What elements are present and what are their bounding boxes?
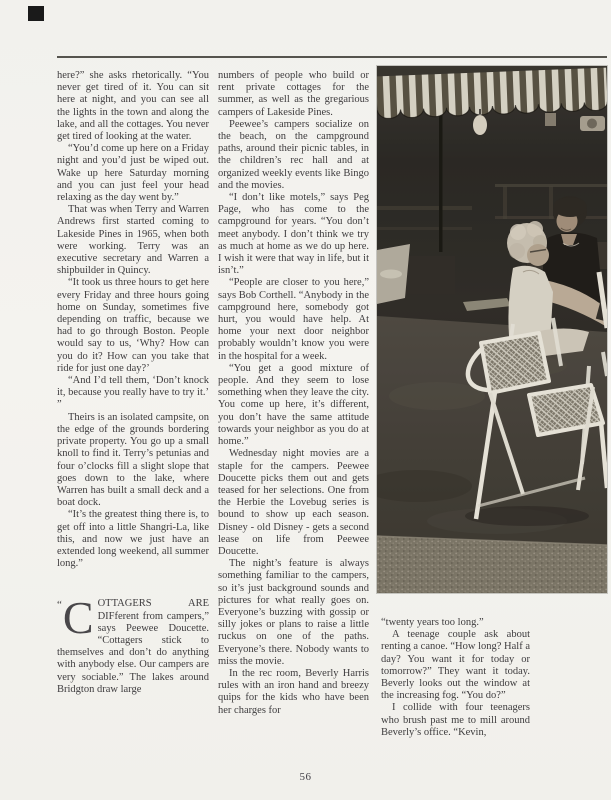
paragraph: Wednesday night movies are a staple for the campers. Peewee Doucette picks them out and gets teased for her selections. One from the Herbie the Lovebug series is bound to show up each season. Disney - old Disney - gets a second lease on life from Peewee Doucette. — [218, 448, 369, 557]
paragraph: “It took us three hours to get here every Friday and three hours going home on Sunday, sometimes five depending on traffic, because we had to go through Boston. People would say to us, ‘Why? How can you do it? How can you take that ride for just one day?’ — [57, 277, 209, 374]
paragraph: A teenage couple ask about renting a canoe. “How long? Half a day? You want it for today or tomorrow?” They want it today. Beverly looks out the window at the increasing fog. “You do?” — [381, 629, 530, 702]
paragraph: Theirs is an isolated campsite, on the edge of the grounds bordering private property. You go up a small knoll to find it. Terry’s petunias and four o’clocks fill a slight slope that goes down to the lake, where Warren has built a small deck and a boat dock. — [57, 411, 209, 509]
paragraph: The night’s feature is always something familiar to the campers, so it’s just background sounds and pictures for what really goes on. Everyone’s buzzing with gossip or silly jokes or plans to raise a little ruckus on one of the paths. Everyone’s there. Nobody wants to miss the movie. — [218, 558, 369, 667]
paragraph-text: OTTAGERS ARE DIFferent from campers,” says Peewee Doucette. “Cottagers stick to themselves and don’t do anything with anybody else. Our campers are very sociable.” The lakes around Bridgton draw large — [57, 598, 209, 695]
paragraph: “twenty years too long.” — [381, 617, 484, 628]
section-opening-paragraph — [57, 592, 209, 696]
photo-illustration — [377, 66, 607, 593]
paragraph: “People are closer to you here,” says Bob Corthell. “Anybody in the campground here, somebody got hurt, you would have help. At home your next door neighbor probably wouldn’t know you were in the hospital for a week. — [218, 277, 369, 362]
paragraph: In the rec room, Beverly Harris rules with an iron hand and breezy quips for the kids who have been her charges for — [218, 667, 369, 716]
paragraph: Peewee’s campers socialize on the beach, on the campground paths, around their picnic tables, in the children’s rec hall and at organized weekly events like Bingo and the movies. — [218, 118, 369, 191]
opening-quote: “ — [57, 599, 62, 612]
top-rule — [57, 56, 607, 58]
text-column-1 — [57, 70, 209, 696]
paragraph: here?” she asks rhetorically. “You never get tired of it. You can sit here at night, and you can see all the lights in the town and along the lake, and all the cottages. You never get tired of looking at the water. — [57, 70, 209, 143]
corner-mark — [28, 6, 44, 21]
page-number: 56 — [299, 771, 312, 783]
paragraph: “I don’t like motels,” says Peg Page, who has come to the campground for years. “You don’t meet anybody. I don’t think we try as much at home as we do up here. I wish it were that way in life, but it isn’t.” — [218, 192, 369, 277]
drop-cap: C — [62, 592, 94, 644]
paragraph: “And I’d tell them, ‘Don’t knock it, because you really have to try it.’ ” — [57, 375, 209, 411]
paragraph: “It’s the greatest thing there is, to get off into a little Shangri-La, like this, and now we just have an extended long weekend, all summer long.” — [57, 509, 209, 570]
text-column-2 — [218, 70, 369, 717]
paragraph: “You’d come up here on a Friday night and you’d just be wiped out. Wake up here Saturday morning and you can just feel your head relaxing as the day went by.” — [57, 143, 209, 204]
paragraph: I collide with four teenagers who brush past me to mill around Beverly’s office. “Kevin, — [381, 702, 530, 738]
photo-tone-overlay — [377, 66, 607, 593]
text-column-3 — [381, 617, 530, 739]
paragraph: That was when Terry and Warren Andrews first started coming to Lakeside Pines in 1965, when both were working. Terry was an executive secretary and Warren a shipbuilder in Quincy. — [57, 204, 209, 277]
paragraph: numbers of people who build or rent private cottages for the summer, as well as the gregarious campers of Lakeside Pines. — [218, 70, 369, 118]
paragraph: “You get a good mixture of people. And they seem to lose something when they leave the city. You come up here, it’s different, you don’t have the same attitude towards your neighbor as you do at home.” — [218, 362, 369, 448]
campground-photo — [377, 66, 607, 593]
